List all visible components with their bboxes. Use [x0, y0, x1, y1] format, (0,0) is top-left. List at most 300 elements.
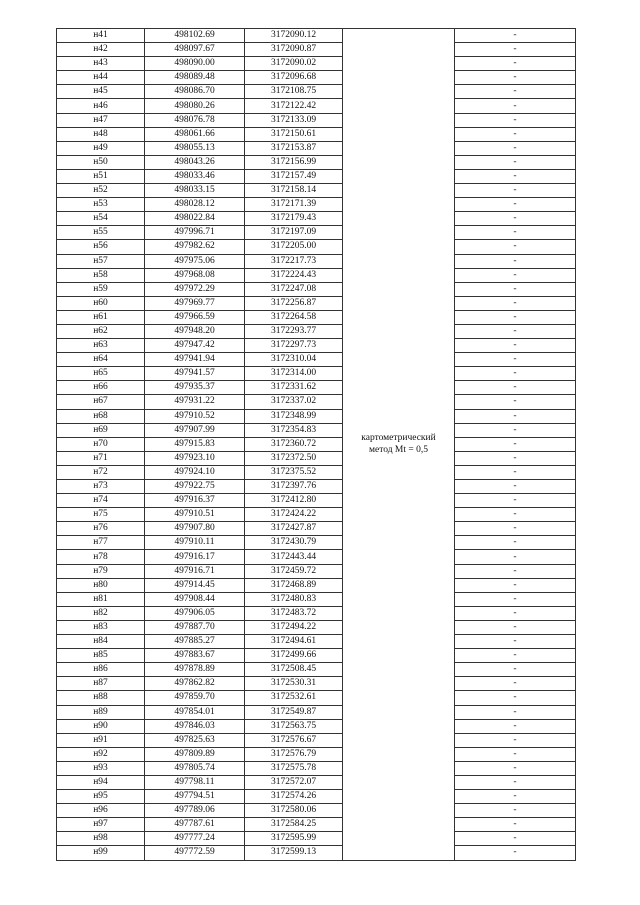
accuracy-mark-cell: -: [455, 437, 576, 451]
accuracy-mark-cell: -: [455, 451, 576, 465]
x-coordinate-cell: 497908.44: [145, 592, 245, 606]
table-row: [57, 127, 576, 141]
accuracy-mark-cell: -: [455, 790, 576, 804]
table-row: [57, 240, 576, 254]
y-coordinate-cell: 3172096.68: [245, 71, 343, 85]
point-name-cell: н74: [57, 494, 145, 508]
table-row: [57, 691, 576, 705]
y-coordinate-cell: 3172264.58: [245, 310, 343, 324]
point-name-cell: н49: [57, 141, 145, 155]
point-name-cell: н71: [57, 451, 145, 465]
accuracy-mark-cell: -: [455, 268, 576, 282]
table-row: [57, 832, 576, 846]
point-name-cell: н69: [57, 423, 145, 437]
accuracy-mark-cell: -: [455, 85, 576, 99]
point-name-cell: н84: [57, 635, 145, 649]
accuracy-mark-cell: -: [455, 339, 576, 353]
y-coordinate-cell: 3172348.99: [245, 409, 343, 423]
y-coordinate-cell: 3172430.79: [245, 536, 343, 550]
accuracy-mark-cell: -: [455, 550, 576, 564]
point-name-cell: н55: [57, 226, 145, 240]
y-coordinate-cell: 3172532.61: [245, 691, 343, 705]
y-coordinate-cell: 3172224.43: [245, 268, 343, 282]
x-coordinate-cell: 497941.94: [145, 353, 245, 367]
x-coordinate-cell: 498028.12: [145, 198, 245, 212]
y-coordinate-cell: 3172158.14: [245, 184, 343, 198]
table-row: [57, 254, 576, 268]
point-name-cell: н82: [57, 606, 145, 620]
y-coordinate-cell: 3172443.44: [245, 550, 343, 564]
table-row: [57, 381, 576, 395]
point-name-cell: н83: [57, 620, 145, 634]
x-coordinate-cell: 497923.10: [145, 451, 245, 465]
x-coordinate-cell: 497907.80: [145, 522, 245, 536]
accuracy-mark-cell: -: [455, 635, 576, 649]
point-name-cell: н63: [57, 339, 145, 353]
method-cell: [343, 29, 455, 861]
point-name-cell: н96: [57, 804, 145, 818]
y-coordinate-cell: 3172530.31: [245, 677, 343, 691]
point-name-cell: н61: [57, 310, 145, 324]
table-row: [57, 578, 576, 592]
table-row: [57, 71, 576, 85]
point-name-cell: н53: [57, 198, 145, 212]
point-name-cell: н54: [57, 212, 145, 226]
accuracy-mark-cell: -: [455, 691, 576, 705]
y-coordinate-cell: 3172157.49: [245, 169, 343, 183]
y-coordinate-cell: 3172563.75: [245, 719, 343, 733]
point-name-cell: н66: [57, 381, 145, 395]
table-row: [57, 169, 576, 183]
x-coordinate-cell: 498061.66: [145, 127, 245, 141]
x-coordinate-cell: 497969.77: [145, 296, 245, 310]
accuracy-mark-cell: -: [455, 43, 576, 57]
table-row: [57, 212, 576, 226]
x-coordinate-cell: 497825.63: [145, 733, 245, 747]
method-line-2: метод Mt = 0,5: [368, 445, 428, 456]
accuracy-mark-cell: -: [455, 663, 576, 677]
accuracy-mark-cell: -: [455, 480, 576, 494]
accuracy-mark-cell: -: [455, 705, 576, 719]
point-name-cell: н42: [57, 43, 145, 57]
x-coordinate-cell: 497924.10: [145, 465, 245, 479]
point-name-cell: н41: [57, 29, 145, 43]
y-coordinate-cell: 3172494.61: [245, 635, 343, 649]
x-coordinate-cell: 497910.52: [145, 409, 245, 423]
table-row: [57, 43, 576, 57]
accuracy-mark-cell: -: [455, 141, 576, 155]
table-row: [57, 719, 576, 733]
point-name-cell: н99: [57, 846, 145, 860]
accuracy-mark-cell: -: [455, 296, 576, 310]
x-coordinate-cell: 498102.69: [145, 29, 245, 43]
table-row: [57, 620, 576, 634]
y-coordinate-cell: 3172576.79: [245, 747, 343, 761]
table-row: [57, 226, 576, 240]
table-row: [57, 677, 576, 691]
x-coordinate-cell: 497883.67: [145, 649, 245, 663]
y-coordinate-cell: 3172090.87: [245, 43, 343, 57]
accuracy-mark-cell: -: [455, 832, 576, 846]
x-coordinate-cell: 497916.37: [145, 494, 245, 508]
point-name-cell: н43: [57, 57, 145, 71]
point-name-cell: н91: [57, 733, 145, 747]
x-coordinate-cell: 497966.59: [145, 310, 245, 324]
table-row: [57, 508, 576, 522]
y-coordinate-cell: 3172468.89: [245, 578, 343, 592]
y-coordinate-cell: 3172122.42: [245, 99, 343, 113]
point-name-cell: н50: [57, 155, 145, 169]
point-name-cell: н79: [57, 564, 145, 578]
table-row: [57, 494, 576, 508]
accuracy-mark-cell: -: [455, 536, 576, 550]
table-row: [57, 818, 576, 832]
table-row: [57, 367, 576, 381]
table-row: [57, 451, 576, 465]
point-name-cell: н59: [57, 282, 145, 296]
y-coordinate-cell: 3172153.87: [245, 141, 343, 155]
point-name-cell: н95: [57, 790, 145, 804]
table-row: [57, 141, 576, 155]
y-coordinate-cell: 3172293.77: [245, 324, 343, 338]
table-row: [57, 268, 576, 282]
y-coordinate-cell: 3172459.72: [245, 564, 343, 578]
accuracy-mark-cell: -: [455, 775, 576, 789]
table-row: [57, 761, 576, 775]
point-name-cell: н70: [57, 437, 145, 451]
x-coordinate-cell: 497968.08: [145, 268, 245, 282]
y-coordinate-cell: 3172297.73: [245, 339, 343, 353]
x-coordinate-cell: 497809.89: [145, 747, 245, 761]
table-row: [57, 705, 576, 719]
x-coordinate-cell: 498022.84: [145, 212, 245, 226]
y-coordinate-cell: 3172375.52: [245, 465, 343, 479]
table-row: [57, 564, 576, 578]
x-coordinate-cell: 497947.42: [145, 339, 245, 353]
point-name-cell: н78: [57, 550, 145, 564]
point-name-cell: н88: [57, 691, 145, 705]
y-coordinate-cell: 3172424.22: [245, 508, 343, 522]
y-coordinate-cell: 3172499.66: [245, 649, 343, 663]
method-line-1: картометрический: [361, 433, 436, 444]
point-name-cell: н86: [57, 663, 145, 677]
x-coordinate-cell: 497916.71: [145, 564, 245, 578]
accuracy-mark-cell: -: [455, 522, 576, 536]
x-coordinate-cell: 497910.51: [145, 508, 245, 522]
point-name-cell: н89: [57, 705, 145, 719]
y-coordinate-cell: 3172580.06: [245, 804, 343, 818]
x-coordinate-cell: 497805.74: [145, 761, 245, 775]
x-coordinate-cell: 498043.26: [145, 155, 245, 169]
point-name-cell: н45: [57, 85, 145, 99]
y-coordinate-cell: 3172412.80: [245, 494, 343, 508]
y-coordinate-cell: 3172090.02: [245, 57, 343, 71]
point-name-cell: н87: [57, 677, 145, 691]
table-row: [57, 733, 576, 747]
accuracy-mark-cell: -: [455, 733, 576, 747]
point-name-cell: н51: [57, 169, 145, 183]
x-coordinate-cell: 498033.15: [145, 184, 245, 198]
x-coordinate-cell: 498076.78: [145, 113, 245, 127]
coordinates-table-body: [57, 29, 576, 861]
table-row: [57, 296, 576, 310]
point-name-cell: н65: [57, 367, 145, 381]
accuracy-mark-cell: -: [455, 761, 576, 775]
table-row: [57, 29, 576, 43]
point-name-cell: н92: [57, 747, 145, 761]
table-row: [57, 409, 576, 423]
point-name-cell: н46: [57, 99, 145, 113]
x-coordinate-cell: 498086.70: [145, 85, 245, 99]
y-coordinate-cell: 3172595.99: [245, 832, 343, 846]
x-coordinate-cell: 497885.27: [145, 635, 245, 649]
point-name-cell: н44: [57, 71, 145, 85]
y-coordinate-cell: 3172576.67: [245, 733, 343, 747]
y-coordinate-cell: 3172108.75: [245, 85, 343, 99]
accuracy-mark-cell: -: [455, 846, 576, 860]
table-row: [57, 353, 576, 367]
point-name-cell: н56: [57, 240, 145, 254]
point-name-cell: н58: [57, 268, 145, 282]
table-row: [57, 790, 576, 804]
table-row: [57, 663, 576, 677]
x-coordinate-cell: 497931.22: [145, 395, 245, 409]
x-coordinate-cell: 497922.75: [145, 480, 245, 494]
accuracy-mark-cell: -: [455, 578, 576, 592]
point-name-cell: н47: [57, 113, 145, 127]
x-coordinate-cell: 497878.89: [145, 663, 245, 677]
table-row: [57, 113, 576, 127]
table-row: [57, 747, 576, 761]
x-coordinate-cell: 498080.26: [145, 99, 245, 113]
x-coordinate-cell: 497996.71: [145, 226, 245, 240]
table-row: [57, 324, 576, 338]
x-coordinate-cell: 497862.82: [145, 677, 245, 691]
x-coordinate-cell: 497789.06: [145, 804, 245, 818]
accuracy-mark-cell: -: [455, 606, 576, 620]
x-coordinate-cell: 497941.57: [145, 367, 245, 381]
y-coordinate-cell: 3172574.26: [245, 790, 343, 804]
point-name-cell: н80: [57, 578, 145, 592]
y-coordinate-cell: 3172247.08: [245, 282, 343, 296]
table-row: [57, 465, 576, 479]
y-coordinate-cell: 3172156.99: [245, 155, 343, 169]
table-row: [57, 339, 576, 353]
accuracy-mark-cell: -: [455, 184, 576, 198]
y-coordinate-cell: 3172217.73: [245, 254, 343, 268]
point-name-cell: н81: [57, 592, 145, 606]
y-coordinate-cell: 3172197.09: [245, 226, 343, 240]
accuracy-mark-cell: -: [455, 29, 576, 43]
point-name-cell: н52: [57, 184, 145, 198]
x-coordinate-cell: 497846.03: [145, 719, 245, 733]
y-coordinate-cell: 3172372.50: [245, 451, 343, 465]
x-coordinate-cell: 497975.06: [145, 254, 245, 268]
table-row: [57, 310, 576, 324]
x-coordinate-cell: 498090.00: [145, 57, 245, 71]
accuracy-mark-cell: -: [455, 353, 576, 367]
y-coordinate-cell: 3172494.22: [245, 620, 343, 634]
y-coordinate-cell: 3172572.07: [245, 775, 343, 789]
y-coordinate-cell: 3172483.72: [245, 606, 343, 620]
accuracy-mark-cell: -: [455, 127, 576, 141]
point-name-cell: н75: [57, 508, 145, 522]
y-coordinate-cell: 3172150.61: [245, 127, 343, 141]
table-row: [57, 437, 576, 451]
point-name-cell: н57: [57, 254, 145, 268]
x-coordinate-cell: 497907.99: [145, 423, 245, 437]
table-row: [57, 57, 576, 71]
accuracy-mark-cell: -: [455, 212, 576, 226]
table-row: [57, 804, 576, 818]
y-coordinate-cell: 3172397.76: [245, 480, 343, 494]
accuracy-mark-cell: -: [455, 254, 576, 268]
accuracy-mark-cell: -: [455, 564, 576, 578]
accuracy-mark-cell: -: [455, 592, 576, 606]
point-name-cell: н68: [57, 409, 145, 423]
point-name-cell: н93: [57, 761, 145, 775]
y-coordinate-cell: 3172337.02: [245, 395, 343, 409]
accuracy-mark-cell: -: [455, 198, 576, 212]
table-row: [57, 282, 576, 296]
point-name-cell: н67: [57, 395, 145, 409]
x-coordinate-cell: 497777.24: [145, 832, 245, 846]
point-name-cell: н97: [57, 818, 145, 832]
table-row: [57, 423, 576, 437]
x-coordinate-cell: 497982.62: [145, 240, 245, 254]
accuracy-mark-cell: -: [455, 310, 576, 324]
y-coordinate-cell: 3172133.09: [245, 113, 343, 127]
y-coordinate-cell: 3172314.00: [245, 367, 343, 381]
point-name-cell: н62: [57, 324, 145, 338]
y-coordinate-cell: 3172584.25: [245, 818, 343, 832]
accuracy-mark-cell: -: [455, 395, 576, 409]
accuracy-mark-cell: -: [455, 804, 576, 818]
y-coordinate-cell: 3172205.00: [245, 240, 343, 254]
y-coordinate-cell: 3172508.45: [245, 663, 343, 677]
accuracy-mark-cell: -: [455, 409, 576, 423]
coordinates-table: [56, 28, 576, 861]
y-coordinate-cell: 3172256.87: [245, 296, 343, 310]
table-row: [57, 480, 576, 494]
table-row: [57, 536, 576, 550]
accuracy-mark-cell: -: [455, 719, 576, 733]
y-coordinate-cell: 3172331.62: [245, 381, 343, 395]
y-coordinate-cell: 3172549.87: [245, 705, 343, 719]
y-coordinate-cell: 3172354.83: [245, 423, 343, 437]
y-coordinate-cell: 3172480.83: [245, 592, 343, 606]
x-coordinate-cell: 497910.11: [145, 536, 245, 550]
table-row: [57, 395, 576, 409]
table-row: [57, 99, 576, 113]
y-coordinate-cell: 3172360.72: [245, 437, 343, 451]
x-coordinate-cell: 497859.70: [145, 691, 245, 705]
x-coordinate-cell: 497948.20: [145, 324, 245, 338]
accuracy-mark-cell: -: [455, 282, 576, 296]
point-name-cell: н85: [57, 649, 145, 663]
x-coordinate-cell: 497906.05: [145, 606, 245, 620]
accuracy-mark-cell: -: [455, 226, 576, 240]
accuracy-mark-cell: -: [455, 240, 576, 254]
x-coordinate-cell: 497914.45: [145, 578, 245, 592]
table-row: [57, 155, 576, 169]
y-coordinate-cell: 3172179.43: [245, 212, 343, 226]
x-coordinate-cell: 498097.67: [145, 43, 245, 57]
accuracy-mark-cell: -: [455, 169, 576, 183]
y-coordinate-cell: 3172171.39: [245, 198, 343, 212]
accuracy-mark-cell: -: [455, 747, 576, 761]
x-coordinate-cell: 497915.83: [145, 437, 245, 451]
y-coordinate-cell: 3172090.12: [245, 29, 343, 43]
table-row: [57, 775, 576, 789]
x-coordinate-cell: 498089.48: [145, 71, 245, 85]
point-name-cell: н90: [57, 719, 145, 733]
x-coordinate-cell: 497854.01: [145, 705, 245, 719]
y-coordinate-cell: 3172575.78: [245, 761, 343, 775]
x-coordinate-cell: 497935.37: [145, 381, 245, 395]
x-coordinate-cell: 497972.29: [145, 282, 245, 296]
accuracy-mark-cell: -: [455, 620, 576, 634]
x-coordinate-cell: 497916.17: [145, 550, 245, 564]
y-coordinate-cell: 3172599.13: [245, 846, 343, 860]
table-row: [57, 635, 576, 649]
x-coordinate-cell: 498055.13: [145, 141, 245, 155]
y-coordinate-cell: 3172310.04: [245, 353, 343, 367]
table-row: [57, 85, 576, 99]
x-coordinate-cell: 498033.46: [145, 169, 245, 183]
accuracy-mark-cell: -: [455, 381, 576, 395]
point-name-cell: н98: [57, 832, 145, 846]
x-coordinate-cell: 497887.70: [145, 620, 245, 634]
table-row: [57, 649, 576, 663]
point-name-cell: н72: [57, 465, 145, 479]
accuracy-mark-cell: -: [455, 649, 576, 663]
x-coordinate-cell: 497787.61: [145, 818, 245, 832]
table-row: [57, 592, 576, 606]
x-coordinate-cell: 497798.11: [145, 775, 245, 789]
table-row: [57, 606, 576, 620]
table-row: [57, 846, 576, 860]
accuracy-mark-cell: -: [455, 155, 576, 169]
accuracy-mark-cell: -: [455, 508, 576, 522]
y-coordinate-cell: 3172427.87: [245, 522, 343, 536]
x-coordinate-cell: 497772.59: [145, 846, 245, 860]
point-name-cell: н77: [57, 536, 145, 550]
accuracy-mark-cell: -: [455, 367, 576, 381]
accuracy-mark-cell: -: [455, 113, 576, 127]
point-name-cell: н64: [57, 353, 145, 367]
accuracy-mark-cell: -: [455, 324, 576, 338]
accuracy-mark-cell: -: [455, 99, 576, 113]
table-row: [57, 198, 576, 212]
point-name-cell: н60: [57, 296, 145, 310]
accuracy-mark-cell: -: [455, 423, 576, 437]
accuracy-mark-cell: -: [455, 494, 576, 508]
point-name-cell: н73: [57, 480, 145, 494]
table-row: [57, 522, 576, 536]
point-name-cell: н48: [57, 127, 145, 141]
accuracy-mark-cell: -: [455, 677, 576, 691]
point-name-cell: н94: [57, 775, 145, 789]
table-row: [57, 184, 576, 198]
accuracy-mark-cell: -: [455, 465, 576, 479]
table-row: [57, 550, 576, 564]
accuracy-mark-cell: -: [455, 71, 576, 85]
x-coordinate-cell: 497794.51: [145, 790, 245, 804]
accuracy-mark-cell: -: [455, 57, 576, 71]
point-name-cell: н76: [57, 522, 145, 536]
accuracy-mark-cell: -: [455, 818, 576, 832]
